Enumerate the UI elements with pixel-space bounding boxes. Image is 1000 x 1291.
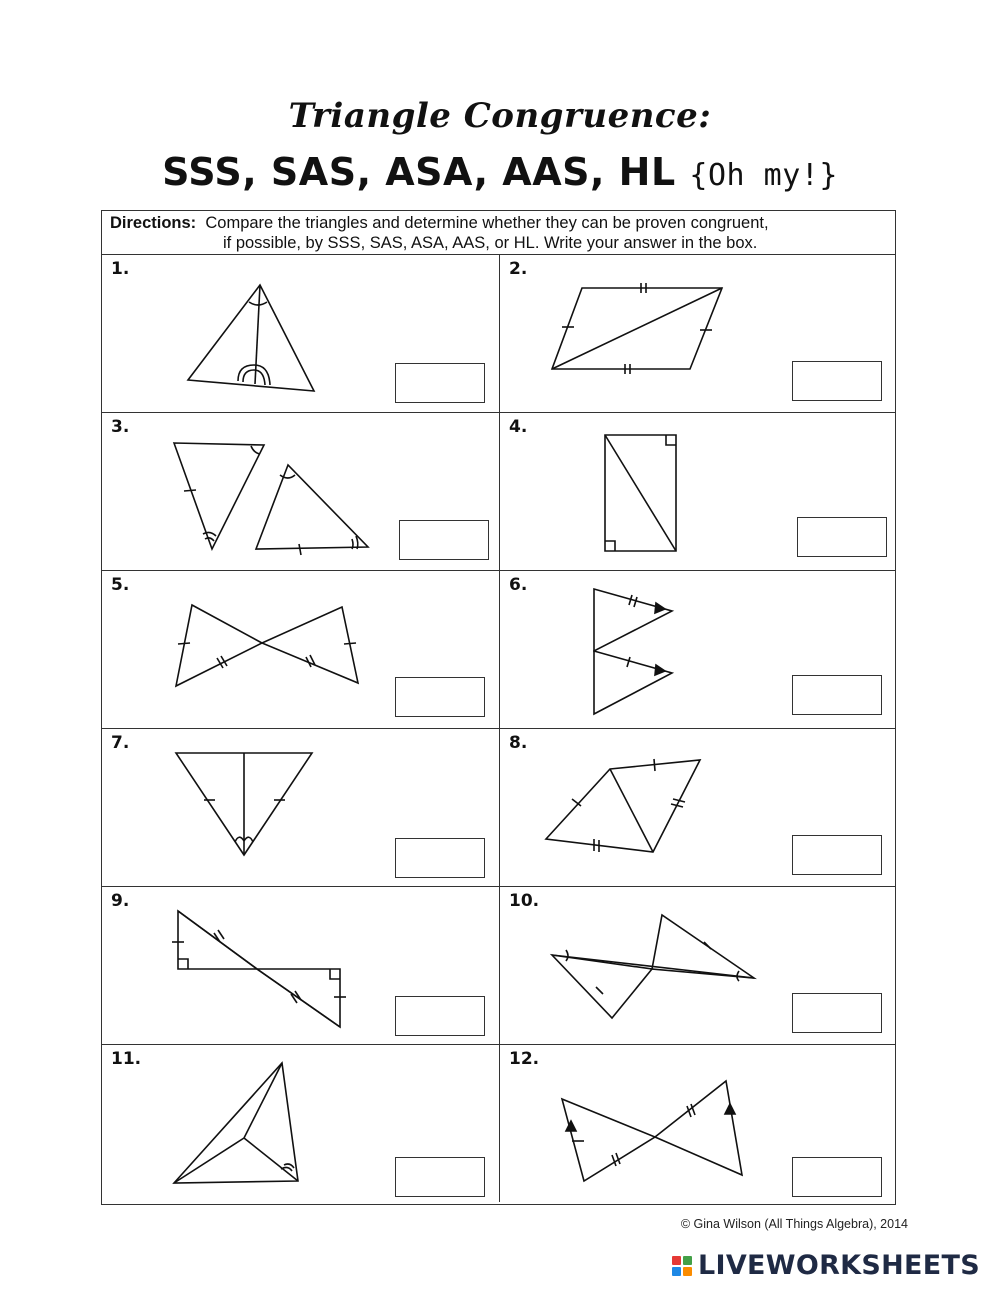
- problem-grid: [101, 210, 896, 1205]
- logo-block: [672, 1267, 681, 1276]
- problem-9: [102, 886, 499, 1044]
- problem-number: 12.: [509, 1049, 540, 1069]
- worksheet-subtitle: [0, 150, 1000, 194]
- answer-box-8[interactable]: [792, 835, 882, 875]
- answer-box-3[interactable]: [399, 520, 489, 560]
- problem-number: 4.: [509, 417, 528, 437]
- problem-number: 8.: [509, 733, 528, 753]
- logo-block: [683, 1267, 692, 1276]
- answer-box-2[interactable]: [792, 361, 882, 401]
- problem-11: [102, 1044, 499, 1202]
- problem-number: 1.: [111, 259, 130, 279]
- answer-box-4[interactable]: [797, 517, 887, 557]
- worksheet-title: Triangle Congruence:: [288, 96, 712, 136]
- problem-10: [499, 886, 896, 1044]
- problem-5: [102, 570, 499, 728]
- problem-number: 10.: [509, 891, 540, 911]
- logo-blocks-icon: [672, 1256, 692, 1276]
- problem-4: [499, 412, 896, 570]
- problem-3: [102, 412, 499, 570]
- directions-line1: Compare the triangles and determine whether they can be proven congruent,: [205, 214, 769, 232]
- answer-box-7[interactable]: [395, 838, 485, 878]
- liveworksheets-logo[interactable]: [672, 1250, 980, 1281]
- answer-box-5[interactable]: [395, 677, 485, 717]
- problem-2: [499, 254, 896, 412]
- problem-number: 11.: [111, 1049, 142, 1069]
- directions-line2: if possible, by SSS, SAS, ASA, AAS, or HL. Write your answer in the box.: [223, 234, 758, 252]
- problem-number: 6.: [509, 575, 528, 595]
- problem-number: 5.: [111, 575, 130, 595]
- problem-1: [102, 254, 499, 412]
- problem-number: 2.: [509, 259, 528, 279]
- problem-number: 7.: [111, 733, 130, 753]
- directions: [110, 213, 890, 253]
- problem-number: 9.: [111, 891, 130, 911]
- answer-box-11[interactable]: [395, 1157, 485, 1197]
- logo-block: [683, 1256, 692, 1265]
- answer-box-9[interactable]: [395, 996, 485, 1036]
- problem-6: [499, 570, 896, 728]
- logo-wordmark: LIVEWORKSHEETS: [697, 1250, 980, 1281]
- problem-number: 3.: [111, 417, 130, 437]
- subtitle-aside: {Oh my!}: [689, 158, 838, 193]
- logo-block: [672, 1256, 681, 1265]
- answer-box-12[interactable]: [792, 1157, 882, 1197]
- directions-label: Directions:: [110, 214, 197, 232]
- copyright: © Gina Wilson (All Things Algebra), 2014: [680, 1217, 908, 1231]
- answer-box-10[interactable]: [792, 993, 882, 1033]
- problem-8: [499, 728, 896, 886]
- answer-box-6[interactable]: [792, 675, 882, 715]
- problem-7: [102, 728, 499, 886]
- answer-box-1[interactable]: [395, 363, 485, 403]
- subtitle-methods: SSS, SAS, ASA, AAS, HL: [162, 150, 676, 194]
- problem-12: [499, 1044, 896, 1202]
